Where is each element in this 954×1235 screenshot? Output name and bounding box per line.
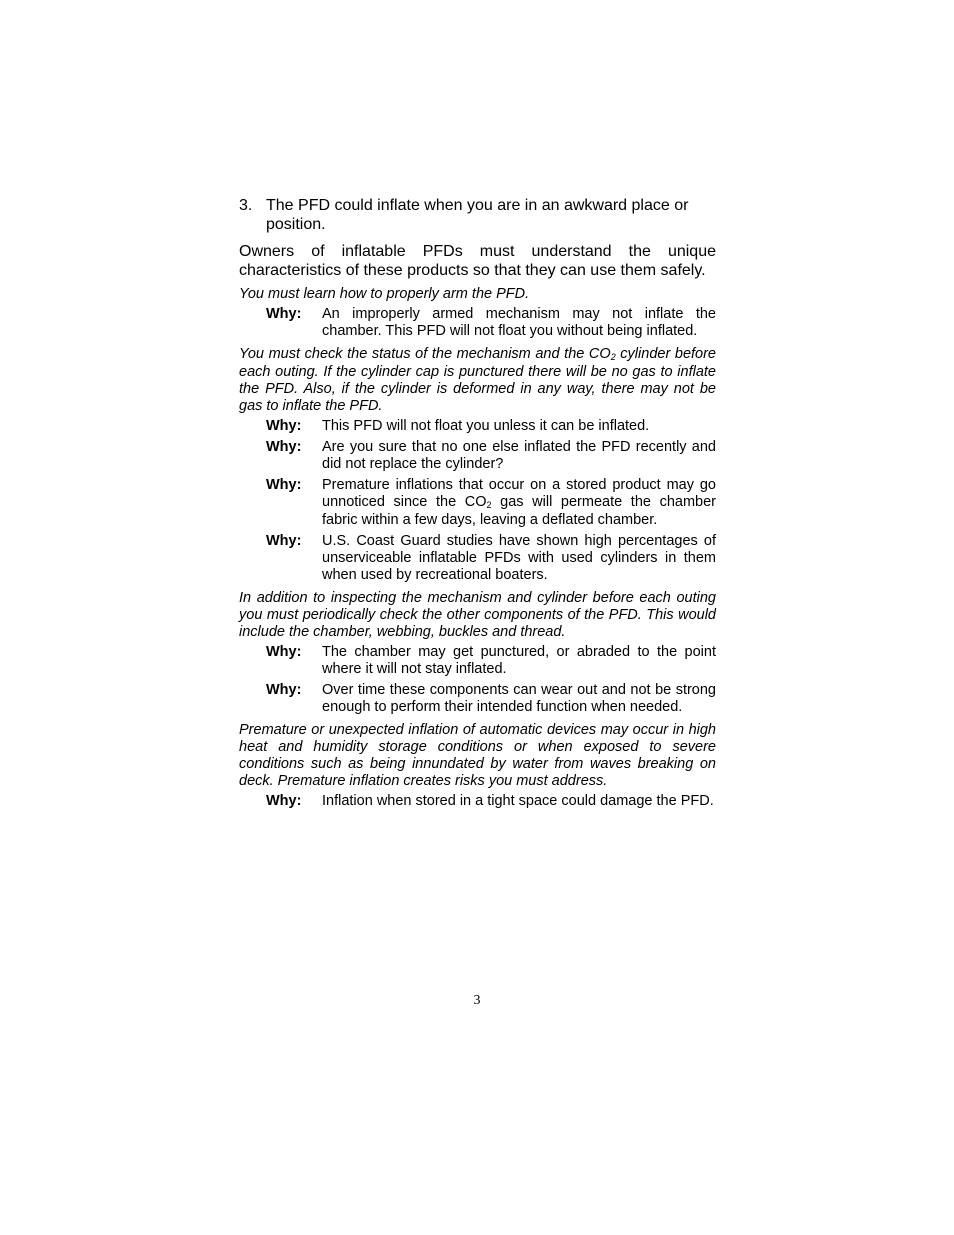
why-row [239, 306, 716, 340]
why-label: Why: [266, 418, 302, 434]
section-check-mechanism [239, 346, 716, 584]
list-item [239, 196, 716, 234]
why-label: Why: [266, 793, 302, 809]
why-row [239, 477, 716, 529]
statement-part: cylinder before each outing. If the cylinder cap is punctured there will be no gas to inflate the PFD. Also, if the cylinder is deformed in any way, there may not be gas to inflate the PFD. [239, 346, 716, 414]
document-body [239, 196, 716, 816]
list-number: 3. [239, 197, 253, 214]
list-text: The PFD could inflate when you are in an awkward place or position. [266, 197, 689, 233]
statement: Premature or unexpected inflation of automatic devices may occur in high heat and humidity storage conditions or when exposed to severe conditions such as being innundated by water from waves breaking on deck. Premature inflation creates risks you must address. [239, 722, 716, 789]
why-text: An improperly armed mechanism may not inflate the chamber. This PFD will not float you without being inflated. [322, 306, 716, 339]
why-text: The chamber may get punctured, or abraded to the point where it will not stay inflated. [322, 644, 716, 677]
statement: In addition to inspecting the mechanism and cylinder before each outing you must periodically check the other components of the PFD. This would include the chamber, webbing, buckles and thread. [239, 590, 716, 640]
why-row [239, 793, 716, 810]
statement: You must learn how to properly arm the PFD. [239, 286, 530, 302]
why-text [322, 477, 716, 529]
why-row [239, 644, 716, 678]
why-text: This PFD will not float you unless it can be inflated. [322, 418, 650, 434]
why-label: Why: [266, 306, 302, 322]
why-text-part: Premature inflations that occur on a stored product may go unnoticed since the CO [322, 477, 716, 510]
why-row [239, 418, 716, 435]
page-number: 3 [473, 993, 481, 1008]
why-label: Why: [266, 682, 302, 698]
why-text: Over time these components can wear out and not be strong enough to perform their intended function when needed. [322, 682, 716, 715]
why-row [239, 533, 716, 584]
why-text: Are you sure that no one else inflated the PFD recently and did not replace the cylinder? [322, 439, 716, 472]
why-text: U.S. Coast Guard studies have shown high percentages of unserviceable inflatable PFDs with used cylinders in them when used by recreational boaters. [322, 533, 716, 583]
why-label: Why: [266, 439, 302, 455]
subscript: 2 [486, 500, 492, 510]
why-row [239, 682, 716, 716]
section-arm-pfd [239, 286, 716, 340]
subscript: 2 [610, 352, 616, 362]
section-check-components [239, 590, 716, 716]
why-label: Why: [266, 477, 302, 493]
statement-part: You must check the status of the mechanism and the CO [239, 346, 611, 362]
why-label: Why: [266, 533, 302, 549]
section-premature-inflation [239, 722, 716, 810]
why-row [239, 439, 716, 473]
why-text-part: gas will permeate the chamber fabric within a few days, leaving a deflated chamber. [322, 494, 716, 528]
why-label: Why: [266, 644, 302, 660]
statement [239, 346, 716, 415]
intro-paragraph: Owners of inflatable PFDs must understand the unique characteristics of these products so that they can use them safely. [239, 243, 716, 279]
why-text: Inflation when stored in a tight space could damage the PFD. [322, 793, 714, 809]
